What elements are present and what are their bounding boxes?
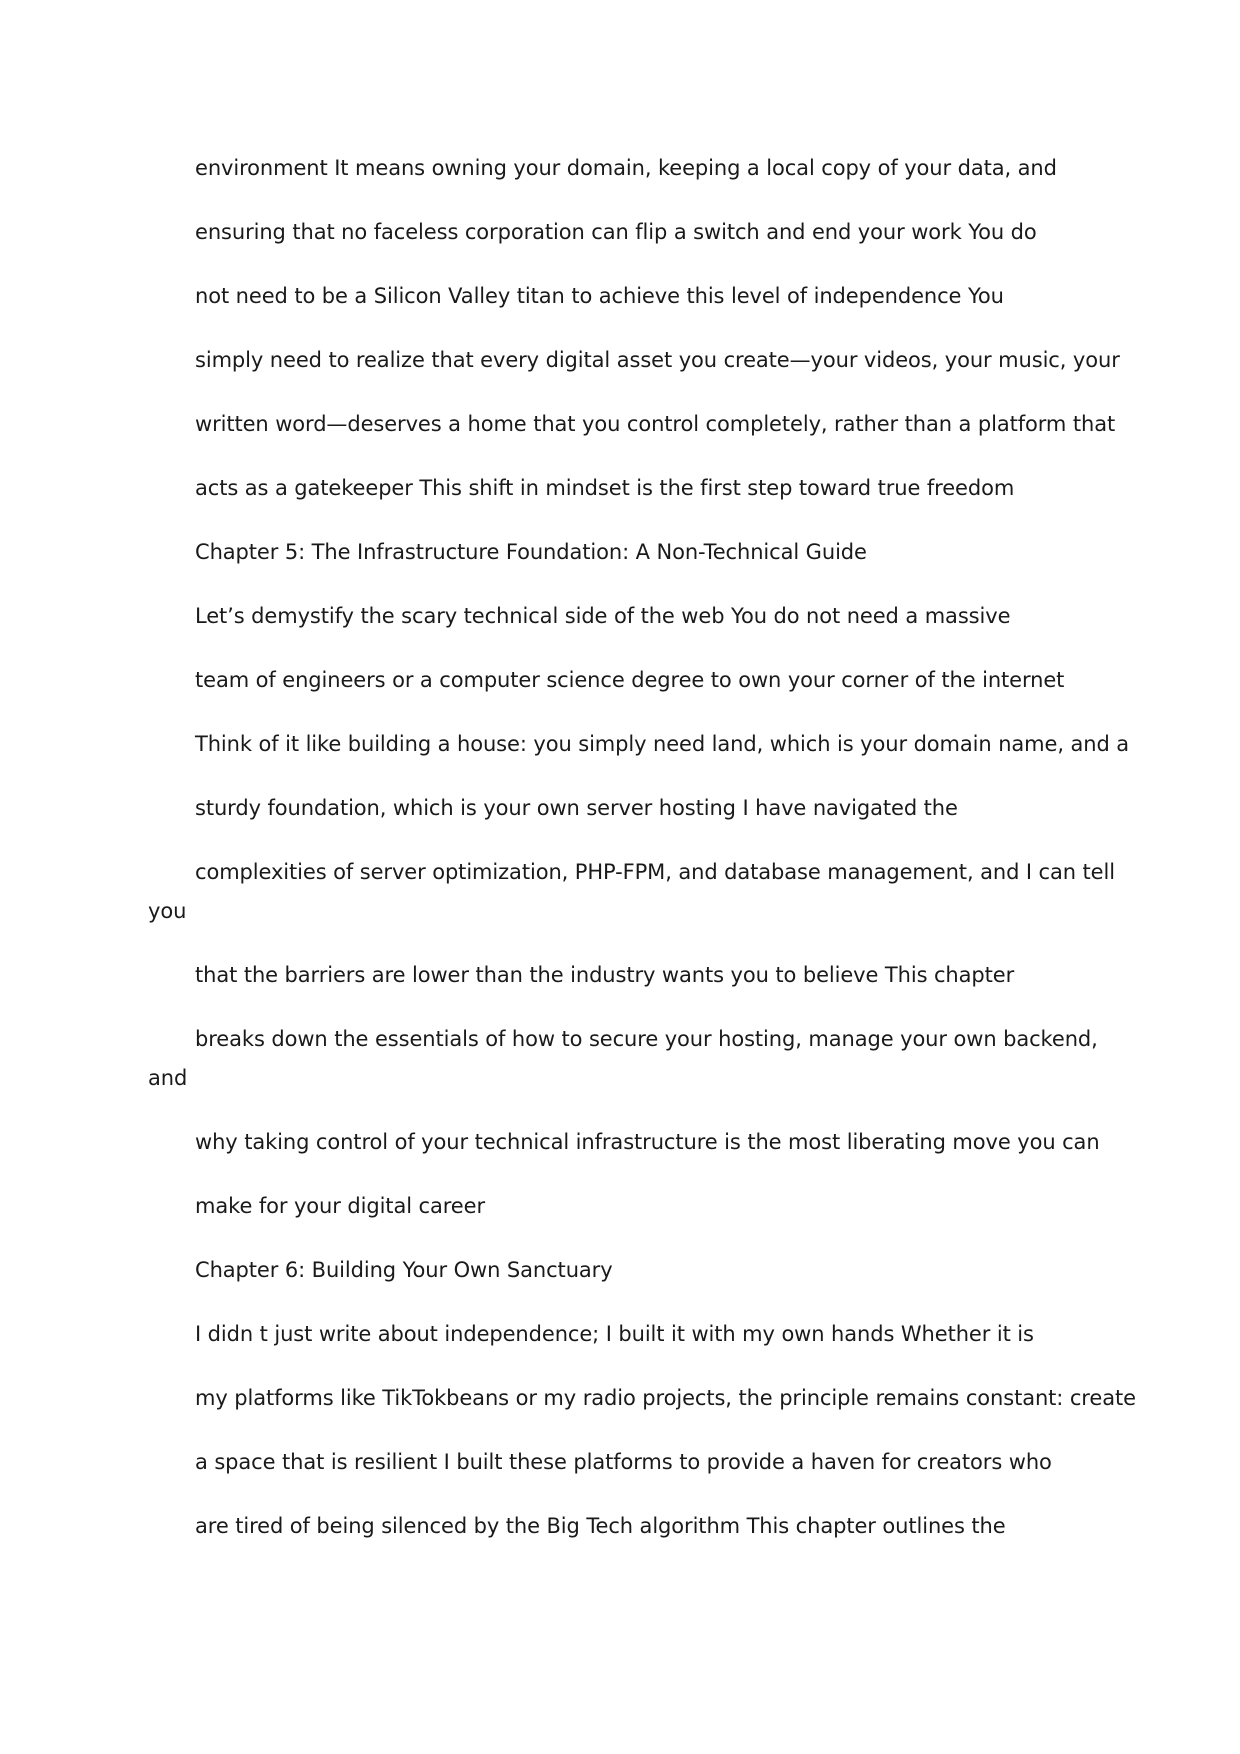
body-text-line-overflow: and bbox=[148, 1066, 188, 1090]
body-text-line: Let’s demystify the scary technical side of the web You do not need a massive bbox=[195, 604, 1011, 628]
body-text-line: ensuring that no faceless corporation can flip a switch and end your work You do bbox=[195, 220, 1037, 244]
body-text-line: are tired of being silenced by the Big Tech algorithm This chapter outlines the bbox=[195, 1514, 1006, 1538]
body-text-line: that the barriers are lower than the industry wants you to believe This chapter bbox=[195, 963, 1015, 987]
body-text-line: a space that is resilient I built these platforms to provide a haven for creators who bbox=[195, 1450, 1052, 1474]
body-text-line: not need to be a Silicon Valley titan to achieve this level of independence You bbox=[195, 284, 1004, 308]
body-text-line: complexities of server optimization, PHP-FPM, and database management, and I can tell bbox=[195, 860, 1115, 884]
body-text-line: why taking control of your technical infrastructure is the most liberating move you can bbox=[195, 1130, 1100, 1154]
chapter-heading: Chapter 6: Building Your Own Sanctuary bbox=[195, 1258, 613, 1282]
body-text-line: acts as a gatekeeper This shift in mindset is the first step toward true freedom bbox=[195, 476, 1015, 500]
body-text-line: simply need to realize that every digital asset you create—your videos, your music, your bbox=[195, 348, 1120, 372]
body-text-line: breaks down the essentials of how to secure your hosting, manage your own backend, bbox=[195, 1027, 1098, 1051]
body-text-line: environment It means owning your domain, keeping a local copy of your data, and bbox=[195, 156, 1057, 180]
body-text-line: make for your digital career bbox=[195, 1194, 485, 1218]
body-text-line-overflow: you bbox=[148, 899, 187, 923]
chapter-heading: Chapter 5: The Infrastructure Foundation: A Non-Technical Guide bbox=[195, 540, 867, 564]
body-text-line: sturdy foundation, which is your own server hosting I have navigated the bbox=[195, 796, 958, 820]
body-text-line: team of engineers or a computer science degree to own your corner of the internet bbox=[195, 668, 1065, 692]
body-text-line: Think of it like building a house: you simply need land, which is your domain name, and a bbox=[195, 732, 1130, 756]
body-text-line: written word—deserves a home that you control completely, rather than a platform that bbox=[195, 412, 1116, 436]
body-text-line: my platforms like TikTokbeans or my radio projects, the principle remains constant: create bbox=[195, 1386, 1136, 1410]
body-text-line: I didn t just write about independence; I built it with my own hands Whether it is bbox=[195, 1322, 1034, 1346]
